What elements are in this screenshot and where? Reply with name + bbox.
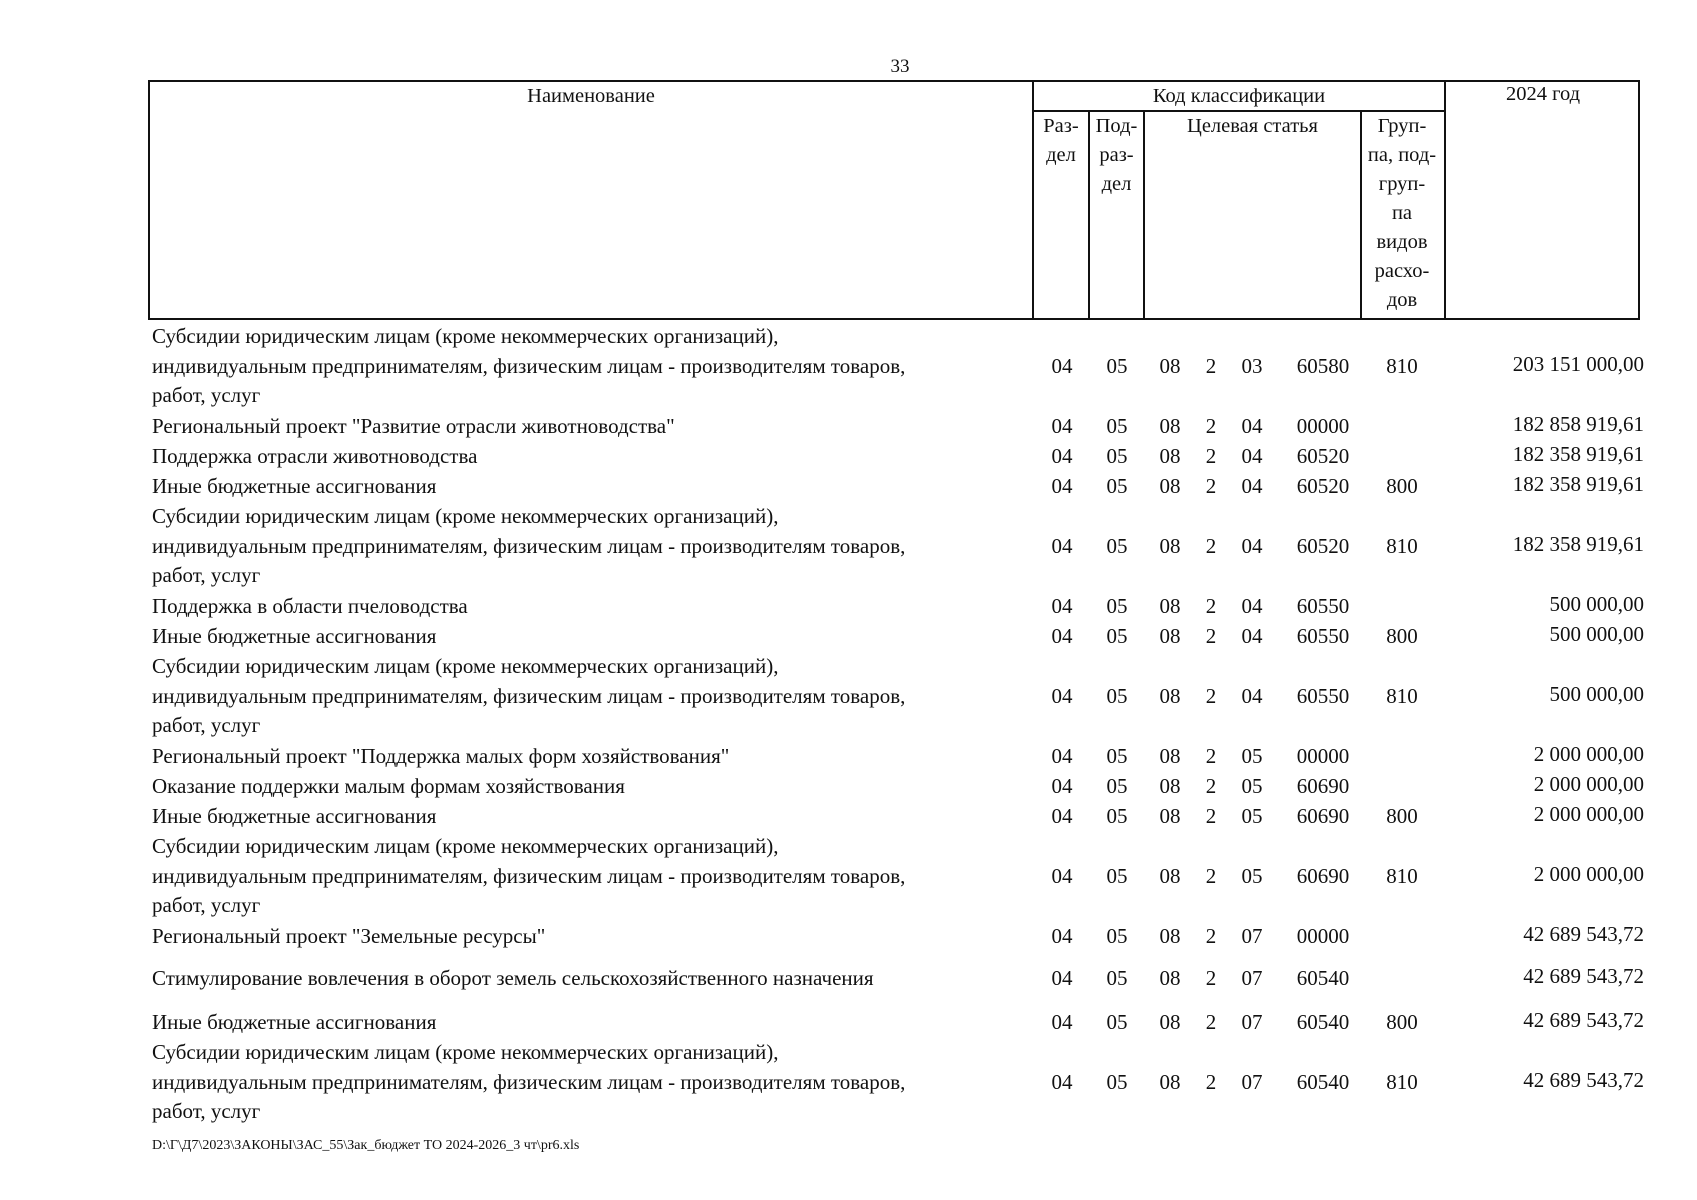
program-code: 08	[1159, 624, 1181, 648]
row-name-line: Субсидии юридическим лицам (кроме некоммерческих организаций),	[152, 654, 779, 678]
subprogram-code: 2	[1205, 444, 1217, 468]
program-code: 08	[1159, 804, 1181, 828]
amount-2024: 42 689 543,72	[1523, 964, 1644, 988]
row-name	[152, 502, 1032, 591]
direction-code: 60690	[1296, 774, 1350, 798]
razdel-code: 04	[1051, 533, 1073, 558]
header-name: Наименование	[527, 85, 655, 107]
file-path: D:\Г\Д7\2023\ЗАКОНЫ\ЗАС_55\Зак_бюджет ТО 2024-2026_3 чт\pr6.xls	[152, 1138, 580, 1153]
row-name-line: Иные бюджетные ассигнования	[152, 624, 437, 648]
row-name	[152, 922, 1032, 952]
row-name-line: Иные бюджетные ассигнования	[152, 1010, 437, 1034]
podrazdel-code: 05	[1106, 624, 1128, 648]
razdel-code: 04	[1051, 924, 1073, 948]
main-event-code: 07	[1241, 1069, 1263, 1094]
row-name	[152, 1038, 1032, 1127]
row-name-line: Региональный проект "Развитие отрасли животноводства"	[152, 414, 675, 438]
row-name-line: Иные бюджетные ассигнования	[152, 804, 437, 828]
main-event-code: 05	[1241, 863, 1263, 888]
razdel-code: 04	[1051, 966, 1073, 990]
subprogram-code: 2	[1205, 804, 1217, 828]
amount-2024: 182 358 919,61	[1512, 472, 1644, 496]
main-event-code: 05	[1241, 744, 1263, 768]
row-name-line: Стимулирование вовлечения в оборот земель сельскохозяйственного назначения	[152, 966, 874, 990]
header-target: Целевая статья	[1187, 115, 1318, 137]
amount-2024: 2 000 000,00	[1533, 861, 1644, 886]
expense-type-code: 800	[1386, 474, 1418, 498]
program-code: 08	[1159, 414, 1181, 438]
row-name	[152, 964, 1032, 994]
header-code-group: Код классификации	[1152, 85, 1326, 107]
row-name-line: Субсидии юридическим лицам (кроме некоммерческих организаций),	[152, 504, 779, 528]
row-name-line: Субсидии юридическим лицам (кроме некоммерческих организаций),	[152, 324, 779, 348]
amount-2024: 2 000 000,00	[1533, 742, 1644, 766]
subprogram-code: 2	[1205, 624, 1217, 648]
razdel-code: 04	[1051, 474, 1073, 498]
amount-2024: 182 858 919,61	[1512, 412, 1644, 436]
row-name-line: Региональный проект "Поддержка малых форм хозяйствования"	[152, 744, 730, 768]
subprogram-code: 2	[1205, 683, 1217, 708]
row-name-line: индивидуальным предпринимателям, физическим лицам - производителям товаров,	[152, 353, 906, 378]
subprogram-code: 2	[1205, 966, 1217, 990]
expense-type-code: 810	[1386, 683, 1418, 708]
main-event-code: 04	[1241, 414, 1263, 438]
subprogram-code: 2	[1205, 744, 1217, 768]
main-event-code: 07	[1241, 924, 1263, 948]
podrazdel-code: 05	[1106, 444, 1128, 468]
row-name	[152, 652, 1032, 741]
program-code: 08	[1159, 744, 1181, 768]
direction-code: 60550	[1296, 594, 1350, 618]
podrazdel-code: 05	[1106, 774, 1128, 798]
expense-type-code: 800	[1386, 624, 1418, 648]
table-header	[148, 80, 1640, 320]
row-name-line: Иные бюджетные ассигнования	[152, 474, 437, 498]
header-year: 2024 год	[1505, 83, 1581, 105]
direction-code: 60540	[1296, 966, 1350, 990]
main-event-code: 07	[1241, 1010, 1263, 1034]
row-name-line: Региональный проект "Земельные ресурсы"	[152, 924, 546, 948]
row-name-line: Субсидии юридическим лицам (кроме некоммерческих организаций),	[152, 1040, 779, 1064]
podrazdel-code: 05	[1106, 1069, 1128, 1094]
header-podrazdel: Под- раз- дел	[1095, 115, 1138, 195]
podrazdel-code: 05	[1106, 533, 1128, 558]
header-divider-year	[1444, 82, 1446, 318]
direction-code: 60540	[1296, 1069, 1350, 1094]
main-event-code: 03	[1241, 353, 1263, 378]
direction-code: 00000	[1296, 924, 1350, 948]
row-name	[152, 802, 1032, 832]
row-name-line: индивидуальным предпринимателям, физическим лицам - производителям товаров,	[152, 1069, 906, 1094]
podrazdel-code: 05	[1106, 353, 1128, 378]
program-code: 08	[1159, 533, 1181, 558]
subprogram-code: 2	[1205, 533, 1217, 558]
main-event-code: 05	[1241, 774, 1263, 798]
row-name-line: работ, услуг	[152, 713, 261, 737]
razdel-code: 04	[1051, 353, 1073, 378]
subprogram-code: 2	[1205, 594, 1217, 618]
row-name-line: индивидуальным предпринимателям, физическим лицам - производителям товаров,	[152, 533, 906, 558]
row-name	[152, 622, 1032, 652]
program-code: 08	[1159, 353, 1181, 378]
direction-code: 00000	[1296, 414, 1350, 438]
subprogram-code: 2	[1205, 474, 1217, 498]
row-name	[152, 472, 1032, 502]
row-name-line: индивидуальным предпринимателям, физическим лицам - производителям товаров,	[152, 863, 906, 888]
amount-2024: 2 000 000,00	[1533, 802, 1644, 826]
razdel-code: 04	[1051, 1010, 1073, 1034]
main-event-code: 04	[1241, 474, 1263, 498]
row-name-line: Поддержка отрасли животноводства	[152, 444, 478, 468]
row-name-line: работ, услуг	[152, 563, 261, 587]
direction-code: 60520	[1296, 444, 1350, 468]
direction-code: 60690	[1296, 804, 1350, 828]
direction-code: 60550	[1296, 683, 1350, 708]
direction-code: 60550	[1296, 624, 1350, 648]
row-name-line: работ, услуг	[152, 1099, 261, 1123]
amount-2024: 42 689 543,72	[1523, 1067, 1644, 1092]
row-name-line: индивидуальным предпринимателям, физическим лицам - производителям товаров,	[152, 683, 906, 708]
program-code: 08	[1159, 924, 1181, 948]
row-name	[152, 742, 1032, 772]
direction-code: 60580	[1296, 353, 1350, 378]
direction-code: 60520	[1296, 474, 1350, 498]
row-name	[152, 832, 1032, 921]
razdel-code: 04	[1051, 804, 1073, 828]
subprogram-code: 2	[1205, 1069, 1217, 1094]
podrazdel-code: 05	[1106, 474, 1128, 498]
main-event-code: 04	[1241, 624, 1263, 648]
row-name	[152, 412, 1032, 442]
direction-code: 60520	[1296, 533, 1350, 558]
row-name-line: работ, услуг	[152, 893, 261, 917]
razdel-code: 04	[1051, 863, 1073, 888]
main-event-code: 07	[1241, 966, 1263, 990]
program-code: 08	[1159, 1010, 1181, 1034]
expense-type-code: 800	[1386, 1010, 1418, 1034]
subprogram-code: 2	[1205, 774, 1217, 798]
row-name	[152, 442, 1032, 472]
amount-2024: 500 000,00	[1549, 622, 1644, 646]
subprogram-code: 2	[1205, 414, 1217, 438]
direction-code: 60540	[1296, 1010, 1350, 1034]
razdel-code: 04	[1051, 414, 1073, 438]
razdel-code: 04	[1051, 774, 1073, 798]
header-vid: Груп- па, под- груп- па видов расхо- дов	[1367, 115, 1437, 311]
subprogram-code: 2	[1205, 924, 1217, 948]
header-divider-podrazdel	[1143, 112, 1145, 318]
program-code: 08	[1159, 774, 1181, 798]
expense-type-code: 810	[1386, 353, 1418, 378]
amount-2024: 42 689 543,72	[1523, 1008, 1644, 1032]
row-name	[152, 322, 1032, 411]
amount-2024: 203 151 000,00	[1512, 351, 1644, 376]
row-name-line: работ, услуг	[152, 383, 261, 407]
main-event-code: 04	[1241, 444, 1263, 468]
direction-code: 00000	[1296, 744, 1350, 768]
expense-type-code: 810	[1386, 1069, 1418, 1094]
amount-2024: 182 358 919,61	[1512, 531, 1644, 556]
program-code: 08	[1159, 683, 1181, 708]
direction-code: 60690	[1296, 863, 1350, 888]
razdel-code: 04	[1051, 683, 1073, 708]
amount-2024: 42 689 543,72	[1523, 922, 1644, 946]
main-event-code: 04	[1241, 594, 1263, 618]
expense-type-code: 810	[1386, 533, 1418, 558]
razdel-code: 04	[1051, 1069, 1073, 1094]
program-code: 08	[1159, 863, 1181, 888]
row-name	[152, 772, 1032, 802]
podrazdel-code: 05	[1106, 594, 1128, 618]
subprogram-code: 2	[1205, 353, 1217, 378]
row-name-line: Поддержка в области пчеловодства	[152, 594, 468, 618]
podrazdel-code: 05	[1106, 863, 1128, 888]
podrazdel-code: 05	[1106, 1010, 1128, 1034]
page-number: 33	[890, 56, 910, 77]
razdel-code: 04	[1051, 444, 1073, 468]
row-name-line: Оказание поддержки малым формам хозяйствования	[152, 774, 625, 798]
podrazdel-code: 05	[1106, 744, 1128, 768]
subprogram-code: 2	[1205, 863, 1217, 888]
podrazdel-code: 05	[1106, 414, 1128, 438]
program-code: 08	[1159, 594, 1181, 618]
main-event-code: 05	[1241, 804, 1263, 828]
podrazdel-code: 05	[1106, 966, 1128, 990]
amount-2024: 182 358 919,61	[1512, 442, 1644, 466]
razdel-code: 04	[1051, 624, 1073, 648]
program-code: 08	[1159, 444, 1181, 468]
expense-type-code: 810	[1386, 863, 1418, 888]
main-event-code: 04	[1241, 683, 1263, 708]
amount-2024: 500 000,00	[1549, 592, 1644, 616]
program-code: 08	[1159, 1069, 1181, 1094]
amount-2024: 500 000,00	[1549, 681, 1644, 706]
podrazdel-code: 05	[1106, 683, 1128, 708]
razdel-code: 04	[1051, 744, 1073, 768]
program-code: 08	[1159, 474, 1181, 498]
podrazdel-code: 05	[1106, 924, 1128, 948]
podrazdel-code: 05	[1106, 804, 1128, 828]
subprogram-code: 2	[1205, 1010, 1217, 1034]
razdel-code: 04	[1051, 594, 1073, 618]
program-code: 08	[1159, 966, 1181, 990]
expense-type-code: 800	[1386, 804, 1418, 828]
header-razdel: Раз- дел	[1043, 115, 1079, 166]
row-name	[152, 592, 1032, 622]
row-name	[152, 1008, 1032, 1038]
row-name-line: Субсидии юридическим лицам (кроме некоммерческих организаций),	[152, 834, 779, 858]
main-event-code: 04	[1241, 533, 1263, 558]
amount-2024: 2 000 000,00	[1533, 772, 1644, 796]
